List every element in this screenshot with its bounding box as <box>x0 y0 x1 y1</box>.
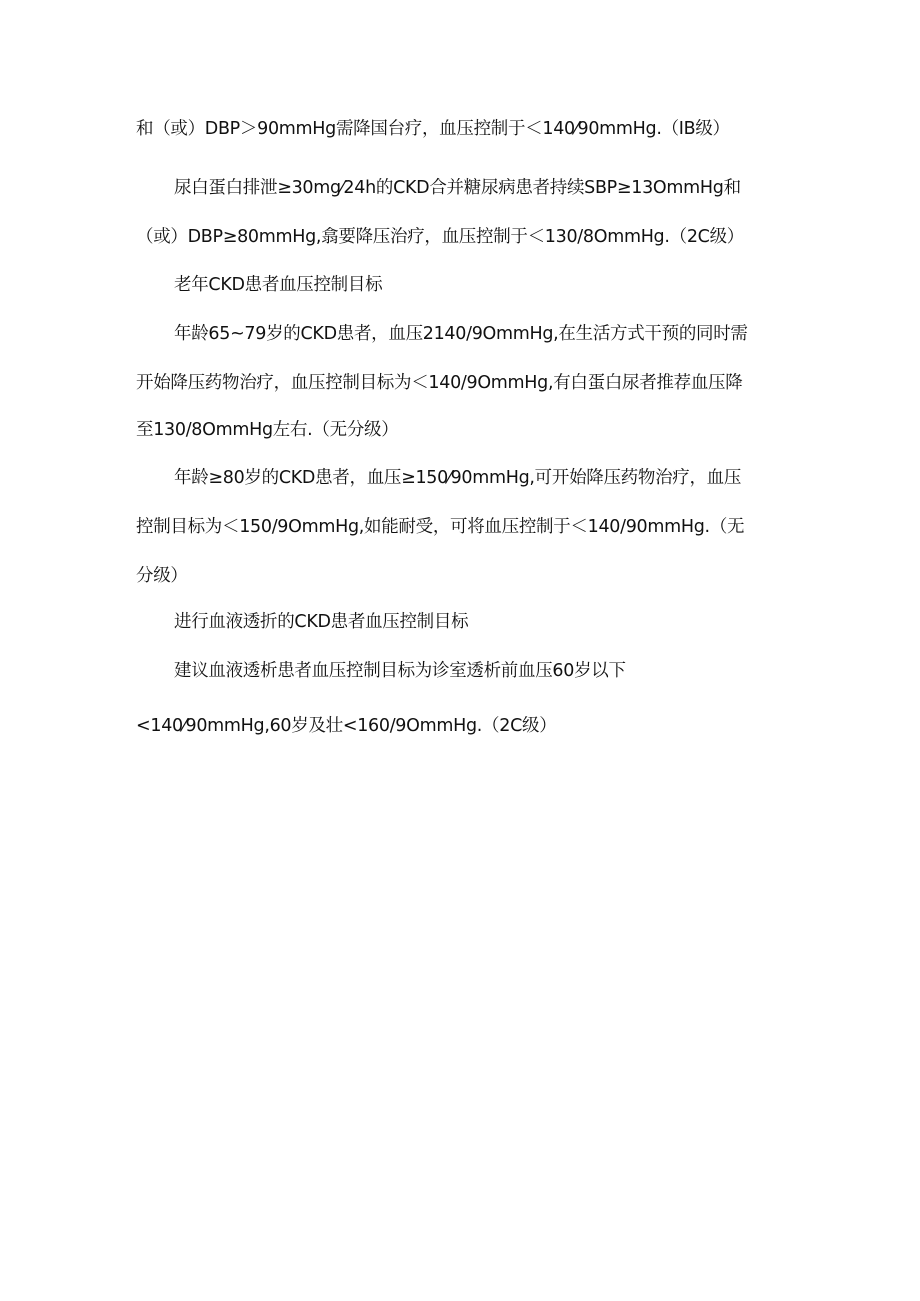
paragraph-line: 尿白蛋白排泄≥30mg⁄24h的CKD合并糖尿病患者持续SBP≥13OmmHg和 <box>174 178 741 198</box>
paragraph-line: 至130/8OmmHg左右.（无分级） <box>136 420 399 440</box>
paragraph-line: 开始降压药物治疗，血压控制目标为＜140/9OmmHg,有白蛋白尿者推荐血压降 <box>136 373 743 393</box>
section-heading: 进行血液透折的CKD患者血压控制目标 <box>174 612 469 632</box>
paragraph-line: 年龄≥80岁的CKD患者，血压≥150⁄90mmHg,可开始降压药物治疗，血压 <box>174 468 742 488</box>
paragraph-line: 分级） <box>136 566 188 586</box>
paragraph-line: 和（或）DBP＞90mmHg需降国台疗，血压控制于＜140⁄90mmHg.（IB级） <box>136 119 730 139</box>
paragraph-line: 年龄65~79岁的CKD患者，血压2140/9OmmHg,在生活方式干预的同时需 <box>174 324 748 344</box>
paragraph-line: （或）DBP≥80mmHg,翕要降压治疗，血压控制于＜130/8OmmHg.（2C级） <box>136 227 744 247</box>
paragraph-line: <140⁄90mmHg,60岁及壮<160/9OmmHg.（2C级） <box>136 716 557 736</box>
paragraph-line: 控制目标为＜150/9OmmHg,如能耐受，可将血压控制于＜140/90mmHg.（无 <box>136 517 745 537</box>
section-heading: 老年CKD患者血压控制目标 <box>174 275 383 295</box>
paragraph-line: 建议血液透析患者血压控制目标为诊室透析前血压60岁以下 <box>174 661 626 681</box>
